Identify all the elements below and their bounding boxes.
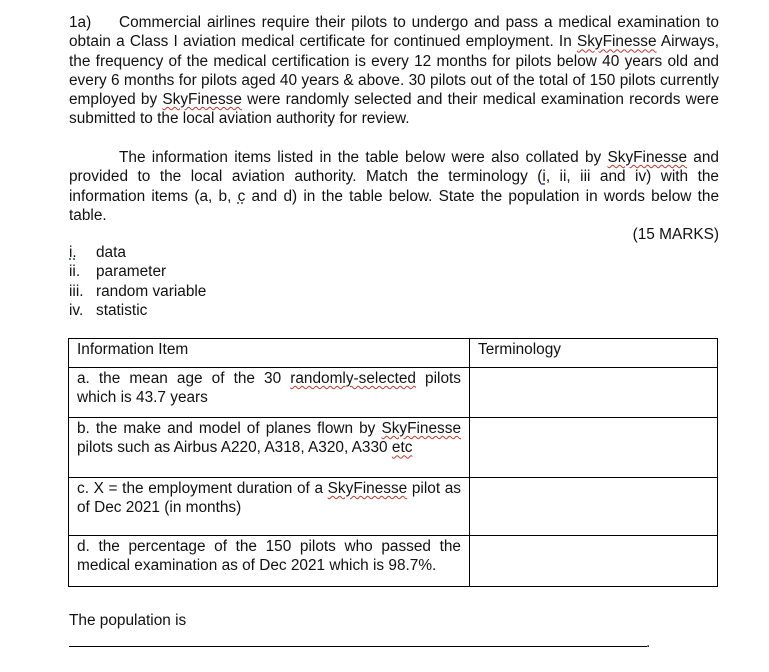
information-item-d: d. the percentage of the 150 pilots who passed the medical examination as of Dec 2021 which is 98.7%.	[69, 536, 470, 587]
term-number: i.	[69, 244, 77, 261]
table-row	[69, 368, 718, 418]
terminology-answer-cell[interactable]	[470, 478, 718, 536]
population-label: The population is	[69, 612, 187, 629]
term-number: iv.	[69, 301, 84, 319]
terminology-item	[69, 282, 206, 301]
spelling-flag: SkyFinesse	[162, 91, 242, 109]
marks-row	[69, 225, 719, 244]
terminology-answer-cell[interactable]	[470, 368, 718, 418]
spelling-flag: randomly-selected	[290, 370, 416, 387]
table-row	[69, 536, 718, 587]
term-label: statistic	[96, 301, 148, 319]
information-item-c: c. X = the employment duration of a SkyFinesse pilot as of Dec 2021 (in months)	[69, 478, 470, 536]
term-number: iii.	[69, 282, 84, 300]
spelling-flag: etc	[391, 439, 413, 457]
instruction-text: The information items listed in the table below were also collated by SkyFinesse and provided to the local aviation authority. Match the terminology (i, ii, iii and iv) with the information items (a, b, c and d) in the table below. State the population in words below the table.	[69, 149, 719, 224]
information-item-a: a. the mean age of the 30 randomly-selected pilots which is 43.7 years	[69, 368, 470, 418]
spelling-flag: SkyFinesse	[576, 33, 657, 51]
table-row	[69, 478, 718, 536]
term-label: parameter	[96, 263, 167, 281]
term-label: random variable	[96, 282, 207, 300]
spelling-flag: SkyFinesse	[381, 420, 461, 437]
terminology-answer-cell[interactable]	[470, 418, 718, 478]
table-header-row	[69, 339, 718, 368]
term-label: data	[96, 244, 126, 261]
terminology-item	[69, 301, 206, 320]
question-instruction	[69, 148, 719, 244]
marks-label: (15 MARKS)	[632, 226, 719, 244]
term-number: ii.	[69, 263, 81, 281]
matching-table	[68, 338, 718, 587]
population-answer-line[interactable]	[69, 646, 647, 647]
terminology-list	[69, 243, 206, 320]
terminology-item	[69, 243, 206, 262]
table-row	[69, 418, 718, 478]
header-terminology: Terminology	[470, 339, 718, 368]
grammar-flag: i	[542, 168, 546, 186]
terminology-item	[69, 262, 206, 281]
population-line-end: .	[646, 634, 651, 651]
terminology-answer-cell[interactable]	[470, 536, 718, 587]
information-item-b: b. the make and model of planes flown by SkyFinesse pilots such as Airbus A220, A318, A320, A330 etc	[69, 418, 470, 478]
spelling-flag: SkyFinesse	[607, 149, 688, 166]
question-intro-paragraph: 1a) Commercial airlines require their pilots to undergo and pass a medical examination to obtain a Class I aviation medical certificate for continued employment. In SkyFinesse Airways, the frequency of the medical certification is every 12 months for pilots below 40 years old and every 6 months for pilots aged 40 years & above. 30 pilots out of the total of 150 pilots currently employed by SkyFinesse were randomly selected and their medical examination records were submitted to the local aviation authority for review.	[69, 14, 719, 128]
spelling-flag: SkyFinesse	[327, 480, 408, 497]
grammar-flag: c	[237, 187, 246, 205]
question-number: 1a)	[69, 14, 92, 31]
header-information-item: Information Item	[69, 339, 470, 368]
